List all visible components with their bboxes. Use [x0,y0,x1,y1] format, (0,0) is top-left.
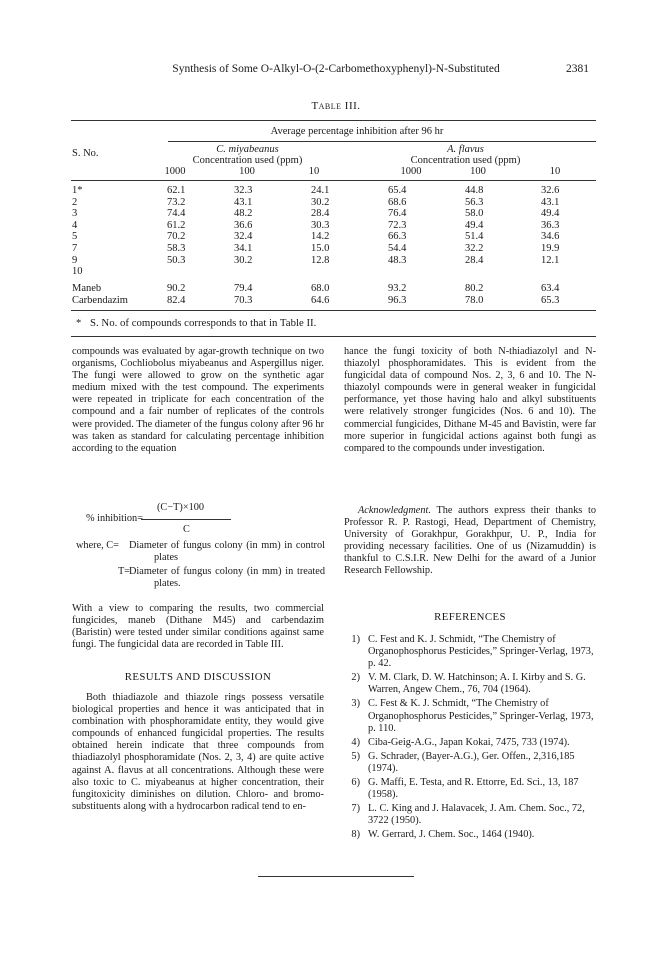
cell: 68.0 [311,283,330,294]
reference-text: W. Gerrard, J. Chem. Soc., 1464 (1940). [368,829,535,841]
formula-numerator: (C−T)×100 [157,502,205,513]
conc-header: 100 [239,166,255,177]
reference-number: 3) [351,698,360,710]
reference-number: 4) [351,736,360,748]
reference-text: C. Fest & K. J. Schmidt, “The Chemistry of Organophosphorus Pesticides,” Springer-Verlag, 1973, p. 110. [368,698,594,734]
page-header [0,63,672,83]
cell: 62.1 [167,185,186,196]
row-sno: Carbendazim [72,295,128,306]
paragraph: hance the fungi toxicity of both N-thiadiazolyl and N-thiazolyl phosphoramidates. This is evident from the fungicidal data of compound Nos. 2, 3, 6 and 10. The N-thiazolyl compounds were in general weaker in fungicidal performance, yet those having halo and alkyl substituents were relatively stronger fungicides (Nos. 6 and 10). The commercial fungicides, Dithane M-45 and Bavistin, were far more superior in fungicidal actions against both fungi as compared to the compounds under investigation. [344,346,596,454]
ack-label: Acknowledgment. [358,505,431,516]
reference-text: V. M. Clark, D. W. Hatchinson; A. I. Kirby and S. G. Warren, Angew Chem., 76, 704 (1964). [368,672,586,696]
paragraph: With a view to comparing the results, two commercial fungicides, maneb (Dithane M45) and carbendazim (Baristin) were tested under similar conditions against same fungi. The fungicidal data are recorded in Table III. [72,603,324,651]
cell: 30.2 [234,254,253,266]
cell: 15.0 [311,243,330,254]
footnote-rule [71,336,596,337]
row-sno: 3 [72,208,78,220]
group1-name: C. miyabeanus [216,144,279,155]
conc-header: 1000 [164,166,186,177]
where-t-text: Diameter of fungus colony (in mm) in treated plates. [129,566,325,590]
fraction-bar [141,519,231,520]
references-list [344,634,596,844]
cell: 19.9 [541,243,560,254]
cell: 54.4 [388,243,407,254]
cell: 34.1 [234,243,253,254]
cell: 58.3 [167,243,186,254]
cell: 66.3 [388,231,407,243]
cell: 68.6 [388,196,407,208]
reference-number: 1) [351,634,360,645]
footnote-mark: * [76,318,82,329]
row-sno: 10 [72,266,83,278]
reference-number: 5) [351,750,360,762]
cell: 14.2 [311,231,330,243]
header-rule [71,180,596,181]
where-t-label: T= [118,566,131,577]
cell: 12.1 [541,254,560,266]
conc-header: 100 [470,166,486,177]
cell: 28.4 [465,254,484,266]
cell: 34.6 [541,231,560,243]
cell: 72.3 [388,219,407,231]
cell: 28.4 [311,208,330,220]
cell: 32.2 [465,243,484,254]
row-sno: 4 [72,219,78,231]
reference-number: 7) [351,803,360,815]
cell: 93.2 [388,283,407,294]
cell: 56.3 [465,196,484,208]
reference-item [344,829,596,841]
page-number: 2381 [566,63,589,75]
section-title: RESULTS AND DISCUSSION [124,671,272,683]
formula-lhs: % inhibition= [86,513,144,524]
cell: 32.4 [234,231,253,243]
reference-number: 6) [351,777,360,789]
reference-item [344,777,596,801]
cell: 43.1 [234,196,253,208]
row-sno: 2 [72,196,78,208]
reference-text: Ciba-Geig-A.G., Japan Kokai, 7475, 733 (1974). [368,736,570,748]
table-bottom-rule [71,310,596,311]
reference-item [344,672,596,696]
cell: 64.6 [311,295,330,306]
ack-text: The authors express their thanks to Professor R. P. Rastogi, Head, Department of Chemistry, University of Gorakhpur, Gorakhpur, U. P., India for providing necessary facilities. One of us (Nizamuddin) is thankful to C.S.I.R. New Delhi for the award of a Junior Research Fellowship. [344,505,596,577]
reference-text: G. Maffi, E. Testa, and R. Ettorre, Ed. Sci., 13, 187 (1958). [368,777,579,801]
sno-header: S. No. [72,148,99,159]
row-sno: 9 [72,254,78,266]
cell: 61.2 [167,219,186,231]
reference-item [344,698,596,734]
cell: 82.4 [167,295,186,306]
cell: 58.0 [465,208,484,220]
cell: 49.4 [541,208,560,220]
formula-denominator: C [183,524,190,535]
row-sno: 1* [72,185,83,196]
cell: 43.1 [541,196,560,208]
cell: 65.4 [388,185,407,196]
end-rule [258,876,414,877]
cell: 12.8 [311,254,330,266]
left-column-discussion [72,692,324,813]
conc-header: 10 [549,166,561,177]
cell: 76.4 [388,208,407,220]
conc-header: 10 [308,166,320,177]
cell: 51.4 [465,231,484,243]
group2-conc-label: Concentration used (ppm) [410,155,521,166]
cell: 80.2 [465,283,484,294]
cell: 90.2 [167,283,186,294]
span-header: Average percentage inhibition after 96 hr [270,126,444,137]
cell: 36.3 [541,219,560,231]
reference-item [344,634,596,670]
cell: 48.3 [388,254,407,266]
cell: 24.1 [311,185,330,196]
cell: 74.4 [167,208,186,220]
cell: 63.4 [541,283,560,294]
cell: 30.2 [311,196,330,208]
reference-number: 8) [351,829,360,841]
group1-conc-label: Concentration used (ppm) [192,155,303,166]
reference-text: C. Fest and K. J. Schmidt, “The Chemistry of Organophosphorus Pesticides,” Springer-Verlag, 1973, p. 42. [368,634,594,670]
where-c-text: Diameter of fungus colony (in mm) in control plates [129,540,325,564]
left-column [72,346,324,455]
span-rule [168,141,596,142]
cell: 50.3 [167,254,186,266]
group2-name: A. flavus [447,144,484,155]
reference-text: G. Schrader, (Bayer-A.G.), Ger. Offen., 2,316,185 (1974). [368,750,575,774]
paragraph: compounds was evaluated by agar-growth technique on two organisms, Cochliobolus miyabeanus and Aspergillus niger. The fungi were allowed to grow on the synthetic agar medium mixed with the test compound. The experiments were repeated in triplicate for each concentration of the compound and a fair number of replicates of the controls were provided. The diameter of the fungus colony after 96 hr was taken as standard for calculating percentage inhibition according to the equation [72,346,324,454]
cell: 44.8 [465,185,484,196]
table-top-rule [71,120,596,121]
row-sno: Maneb [72,283,102,294]
cell: 73.2 [167,196,186,208]
cell: 48.2 [234,208,253,220]
cell: 96.3 [388,295,407,306]
table-footnote: S. No. of compounds corresponds to that in Table II. [90,317,317,329]
cell: 65.3 [541,295,560,306]
cell: 70.3 [234,295,253,306]
reference-item [344,803,596,827]
cell: 32.3 [234,185,253,196]
paragraph: Both thiadiazole and thiazole rings possess versatile biological properties and hence it was anticipated that in combination with phosphoramidate entity, they would give compounds of enhanced fungicidal properties. The results obtained herein indicate that three compounds from thiadiazolyl phosphoramidate (Nos. 2, 3, 4) are quite active against A. flavus at all concentrations. Although these were also toxic to C. miyabeanus at higher concentration, their fungitoxicity diminishes on dilution. Chloro- and bromo-substituents along with a hydrocarbon radical tend to en- [72,692,324,812]
reference-item [344,737,596,749]
reference-number: 2) [351,672,360,684]
cell: 30.3 [311,219,330,231]
right-column [344,346,596,455]
references-title: REFERENCES [434,611,506,623]
acknowledgment [344,505,596,578]
cell: 32.6 [541,185,560,196]
conc-header: 1000 [400,166,422,177]
cell: 36.6 [234,219,253,231]
cell: 78.0 [465,295,484,306]
table-title: Table III. [311,100,361,112]
row-sno: 7 [72,243,78,254]
where-c-label: where, C= [76,540,119,551]
reference-item [344,751,596,775]
cell: 70.2 [167,231,186,243]
cell: 49.4 [465,219,484,231]
row-sno: 5 [72,231,78,243]
running-title: Synthesis of Some O-Alkyl-O-(2-Carbomethoxyphenyl)-N-Substituted [172,63,500,75]
reference-text: L. C. King and J. Halavacek, J. Am. Chem. Soc., 72, 3722 (1950). [368,803,585,827]
cell: 79.4 [234,283,253,294]
